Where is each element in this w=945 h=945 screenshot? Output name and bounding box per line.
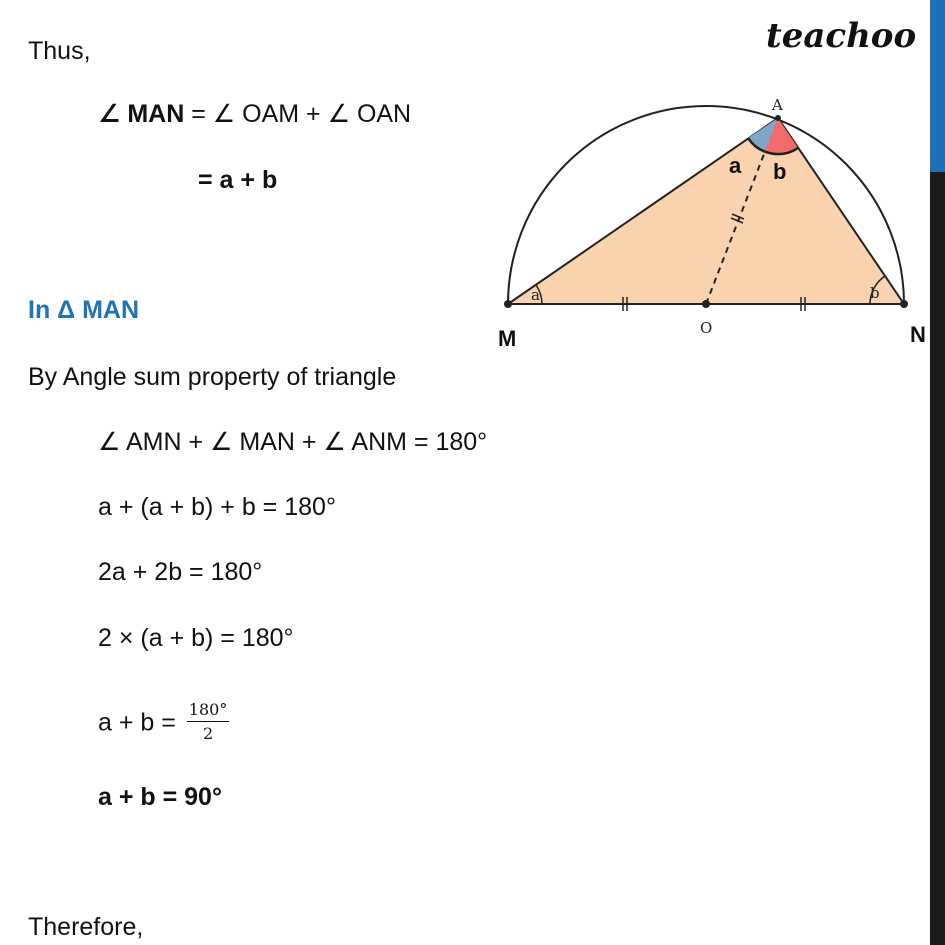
fraction [187, 701, 230, 743]
point-o [702, 300, 710, 308]
fraction-denominator: 2 [202, 724, 214, 743]
equation-divide-lhs: a + b = [98, 708, 183, 737]
label-o: O [700, 319, 713, 337]
label-a-vertex: A [772, 96, 783, 114]
label-angle-b-n: b [870, 284, 880, 302]
equation-factor: 2 × (a + b) = 180° [98, 624, 294, 652]
angle-man-label: ∠ MAN [98, 100, 185, 128]
equation-angle-sum: ∠ AMN + ∠ MAN + ∠ ANM = 180° [98, 428, 488, 456]
label-angle-b-top: b [773, 159, 787, 184]
triangle-man [508, 118, 904, 304]
equation-substitute: a + (a + b) + b = 180° [98, 493, 336, 521]
fraction-numerator: 180° [187, 701, 230, 722]
teachoo-logo: teachoo [766, 16, 917, 56]
property-text: By Angle sum property of triangle [28, 363, 397, 391]
label-m: M [498, 326, 517, 351]
thus-text: Thus, [28, 37, 91, 65]
label-n: N [910, 322, 926, 347]
equation-simplify: 2a + 2b = 180° [98, 558, 263, 586]
section-heading: In Δ MAN [28, 296, 140, 324]
point-n [900, 300, 908, 308]
label-angle-a-m: a [531, 286, 540, 304]
angle-man-rhs: = ∠ OAM + ∠ OAN [184, 100, 412, 128]
equation-divide [98, 700, 229, 745]
right-edge-accent [930, 0, 945, 172]
equation-result: a + b = 90° [98, 783, 222, 811]
point-m [504, 300, 512, 308]
angle-man-equation [98, 99, 411, 129]
label-angle-a-top: a [729, 153, 742, 178]
point-a [775, 115, 781, 121]
therefore-text: Therefore, [28, 913, 144, 941]
semicircle-diagram [480, 80, 930, 360]
equals-a-plus-b: = a + b [198, 166, 278, 194]
